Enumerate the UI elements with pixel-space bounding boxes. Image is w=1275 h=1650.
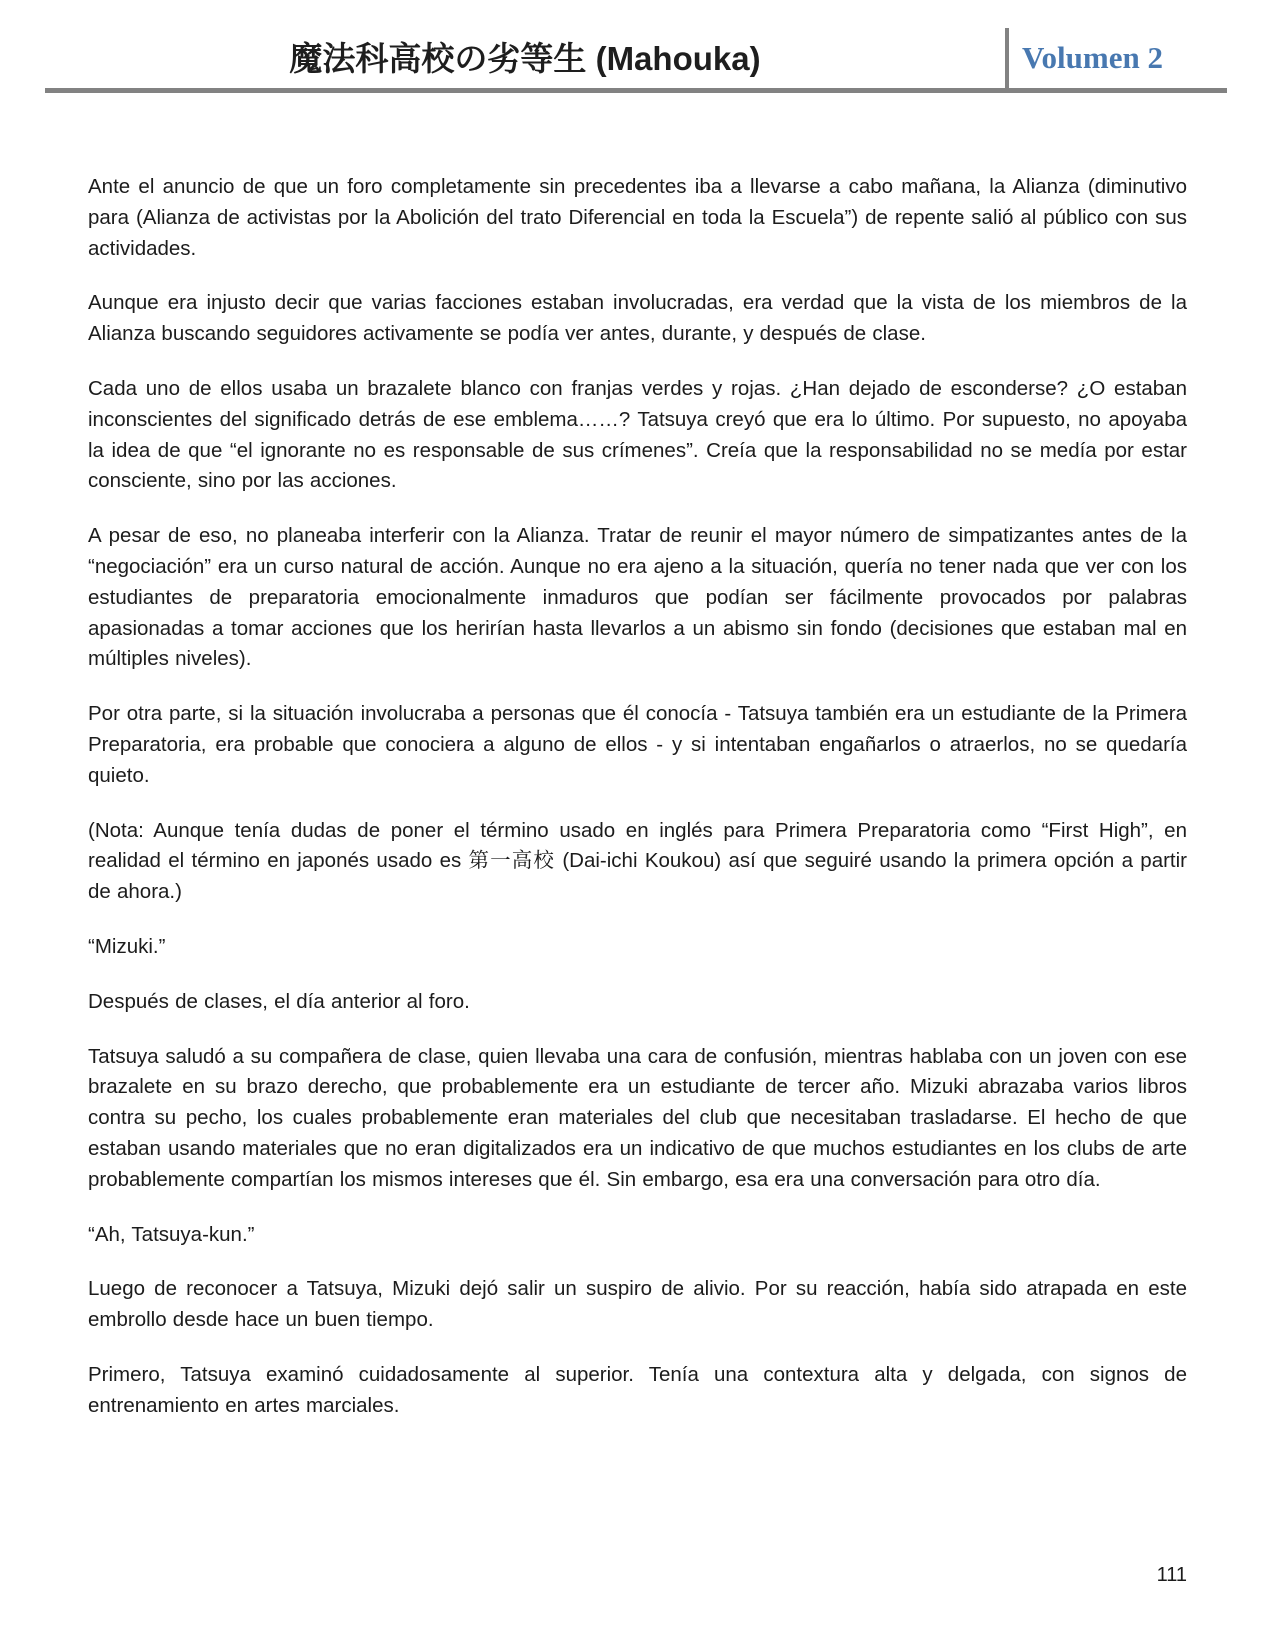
paragraph: Aunque era injusto decir que varias facciones estaban involucradas, era verdad que la vista de los miembros de la Alianza buscando seguidores activamente se podía ver antes, durante, y después de clase.: [88, 291, 1187, 346]
paragraph: “Ah, Tatsuya-kun.”: [88, 1222, 255, 1246]
paragraph: Ante el anuncio de que un foro completamente sin precedentes iba a llevarse a cabo mañana, la Alianza (diminutivo para (Alianza de activistas por la Abolición del trato Diferencial en toda la Escuela”) de repente salió al público con sus actividades.: [88, 175, 1187, 260]
page-header: [45, 0, 1227, 93]
paragraph: A pesar de eso, no planeaba interferir con la Alianza. Tratar de reunir el mayor número de simpatizantes antes de la “negociación” era un curso natural de acción. Aunque no era ajeno a la situación, quería no tener nada que ver con los estudiantes de preparatoria emocionalmente inmaduros que podían ser fácilmente provocados por palabras apasionadas a tomar acciones que los herirían hasta llevarlos a un abismo sin fondo (decisiones que estaban mal en múltiples niveles).: [88, 524, 1187, 671]
header-title-cell: [45, 0, 1005, 88]
paragraph: “Mizuki.”: [88, 934, 166, 958]
paragraph: Después de clases, el día anterior al foro.: [88, 989, 470, 1013]
volume-label: Volumen 2: [1022, 40, 1163, 75]
header-volume-cell: [1005, 28, 1227, 88]
paragraph: (Nota: Aunque tenía dudas de poner el término usado en inglés para Primera Preparatoria como “First High”, en realidad el término en japonés usado es 第一高校 (Dai-ichi Koukou) así que seguiré usando la primera opción a partir de ahora.): [88, 818, 1187, 904]
paragraph: Tatsuya saludó a su compañera de clase, quien llevaba una cara de confusión, mientras hablaba con un joven con ese brazalete en su brazo derecho, que probablemente era un estudiante de tercer año. Mizuki abrazaba varios libros contra su pecho, los cuales probablemente eran materiales del club que necesitaban trasladarse. El hecho de que estaban usando materiales que no eran digitalizados era un indicativo de que muchos estudiantes en los clubs de arte probablemente compartían los mismos intereses que él. Sin embargo, esa era una conversación para otro día.: [88, 1044, 1187, 1191]
paragraph: Cada uno de ellos usaba un brazalete blanco con franjas verdes y rojas. ¿Han dejado de esconderse? ¿O estaban inconscientes del significado detrás de ese emblema……? Tatsuya creyó que era lo último. Por supuesto, no apoyaba la idea de que “el ignorante no es responsable de sus crímenes”. Creía que la responsabilidad no se medía por estar consciente, sino por las acciones.: [88, 376, 1187, 493]
page-number: 111: [1156, 1564, 1187, 1586]
paragraph: Primero, Tatsuya examinó cuidadosamente al superior. Tenía una contextura alta y delgada, con signos de entrenamiento en artes marciales.: [88, 1362, 1187, 1417]
document-title: 魔法科高校の劣等生 (Mahouka): [289, 40, 761, 77]
paragraph: Por otra parte, si la situación involucraba a personas que él conocía - Tatsuya también era un estudiante de la Primera Preparatoria, era probable que conociera a alguno de ellos - y si intentaban engañarlos o atraerlos, no se quedaría quieto.: [88, 702, 1187, 787]
document-body: [88, 172, 1187, 1446]
paragraph: Luego de reconocer a Tatsuya, Mizuki dejó salir un suspiro de alivio. Por su reacción, había sido atrapada en este embrollo desde hace un buen tiempo.: [88, 1277, 1187, 1332]
